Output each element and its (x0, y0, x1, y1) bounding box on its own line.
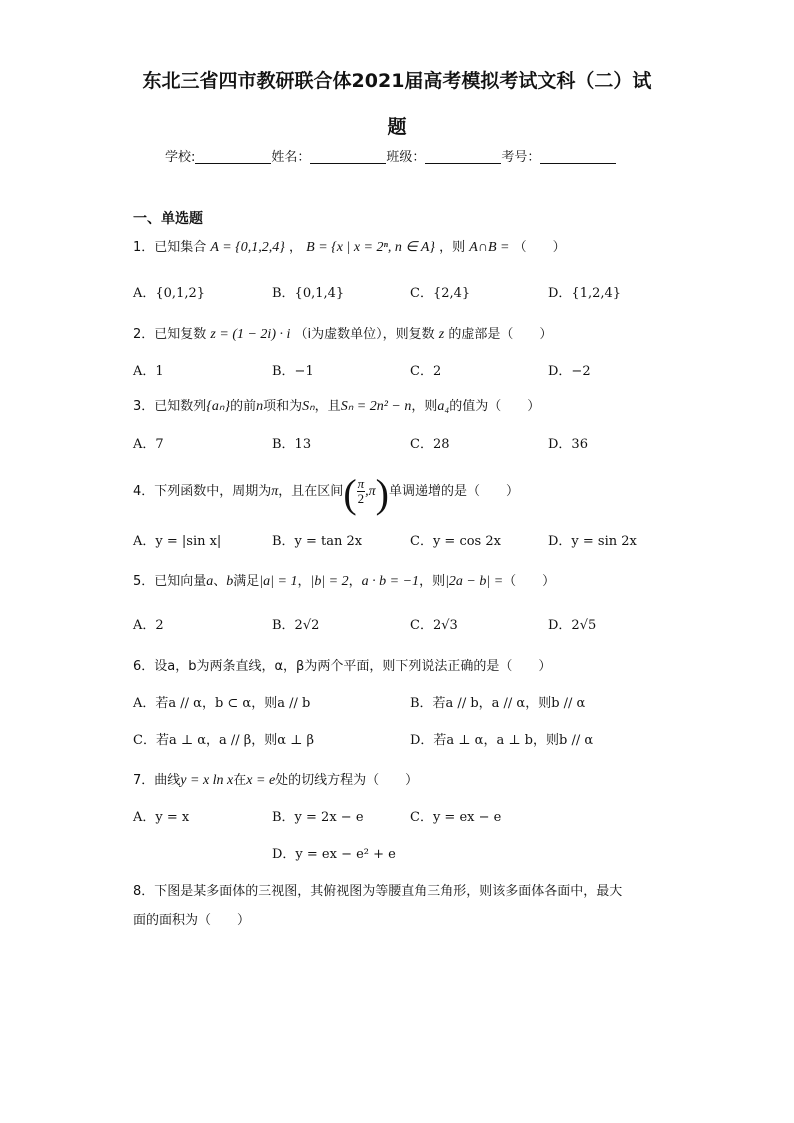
q4-option-d: D．y = sin 2x (548, 534, 637, 549)
q3-option-a: A．7 (133, 437, 164, 452)
q1-ask-expr: A∩B = (469, 240, 510, 255)
q7-point: x = e (246, 773, 276, 788)
q5-option-a: A．2 (133, 618, 164, 633)
question-6 (133, 655, 551, 674)
exam-title: 东北三省四市教研联合体2021届高考模拟考试文科（二）试 (142, 70, 652, 92)
student-info-line (165, 146, 616, 165)
q1-option-a: A．{0,1,2} (133, 286, 206, 301)
q3-stem-c: 项和为 (263, 399, 303, 414)
q7-option-b: B．y = 2x − e (272, 810, 364, 825)
q5-stem-b: 满足 (233, 574, 260, 589)
q1-set-a: A = {0,1,2,4} (210, 240, 285, 255)
q3-stem-e: ，则 (411, 399, 438, 414)
q3-option-d: D．36 (548, 437, 588, 452)
q1-set-b: B = {x | x = 2ⁿ, n ∈ A} (306, 240, 435, 255)
q7-stem-b: 在 (233, 773, 247, 788)
q6-option-b: B．若a // b，a // α，则b // α (410, 696, 586, 711)
name-blank (310, 149, 386, 164)
q5-option-b: B．2√2 (272, 618, 320, 633)
q4-fraction (357, 477, 366, 506)
q3-sn: Sₙ (302, 399, 315, 414)
q4-frac-num: π (357, 476, 365, 491)
q3-stem-b: 的前 (230, 399, 257, 414)
q2-stem-prefix: 2．已知复数 (133, 327, 207, 342)
class-blank (425, 149, 501, 164)
q4-stem-b: ，且在区间 (278, 484, 344, 499)
q5-cond2: |b| = 2 (310, 574, 349, 589)
q5-vec-b: b (226, 574, 234, 589)
q2-var: z (438, 327, 445, 342)
school-blank (195, 149, 271, 164)
q5-paren: （ ） (503, 574, 556, 589)
q3-stem-a: 3．已知数列 (133, 399, 207, 414)
q5-cond1: |a| = 1 (259, 574, 298, 589)
q5-sep: 、 (213, 574, 227, 589)
q7-curve: y = x ln x (180, 773, 234, 788)
question-4: 4．下列函数中，周期为π，且在区间( $\frac{\pi}{2}$ ,π)单调递增的是（ ） (133, 471, 520, 516)
name-label: 姓名： (271, 150, 311, 165)
q4-option-a: A．y = |sin x| (133, 534, 222, 549)
q4-stem-c: 单调递增的是（ ） (389, 484, 520, 499)
q5-option-d: D．2√5 (548, 618, 597, 633)
q7-option-a: A．y = x (133, 810, 190, 825)
q3-a4: a₄ (437, 399, 450, 414)
q1-option-c: C．{2,4} (410, 286, 471, 301)
q6-option-d: D．若a ⊥ α，a ⊥ b，则b // α (410, 733, 594, 748)
q2-stem-end: 的虚部是（ ） (448, 327, 553, 342)
question-8 (133, 880, 622, 899)
q7-stem-c: 处的切线方程为（ ） (275, 773, 419, 788)
q5-stem-a: 5．已知向量 (133, 574, 207, 589)
q1-paren: （ ） (513, 240, 566, 255)
q3-option-b: B．13 (272, 437, 312, 452)
q2-option-c: C．2 (410, 364, 442, 379)
q3-seq: {aₙ} (206, 399, 231, 414)
q3-n: n (256, 399, 264, 414)
q5-cond3: a · b = −1 (361, 574, 420, 589)
q7-option-c: C．y = ex − e (410, 810, 502, 825)
q1-option-d: D．{1,2,4} (548, 286, 622, 301)
question-5: 5．已知向量a、b满足|a| = 1，|b| = 2，a · b = −1，则|2a − b| =（ ） (133, 574, 556, 589)
q3-option-c: C．28 (410, 437, 450, 452)
q4-stem-a: 4．下列函数中，周期为 (133, 484, 272, 499)
q4-frac-den: 2 (357, 491, 365, 506)
question-7 (133, 769, 418, 789)
q5-option-c: C．2√3 (410, 618, 458, 633)
q2-option-d: D．−2 (548, 364, 591, 379)
q2-option-b: B．−1 (272, 364, 314, 379)
q2-expr: z = (1 − 2i) · i (210, 327, 291, 342)
q7-stem-a: 7．曲线 (133, 773, 181, 788)
question-3 (133, 395, 540, 415)
q1-option-b: B．{0,1,4} (272, 286, 345, 301)
q8-line2: 面的面积为（ ） (133, 913, 251, 928)
q4-pi: π (271, 484, 279, 499)
id-label: 考号： (501, 150, 541, 165)
q1-stem-prefix: 1．已知集合 (133, 240, 207, 255)
section-heading: 一、单选题 (133, 211, 203, 227)
q4-interval-end: ,π (365, 484, 376, 499)
q5-ask: |2a − b| = (445, 574, 504, 589)
class-label: 班级： (386, 150, 426, 165)
q7-option-d: D．y = ex − e² + e (272, 847, 396, 862)
question-1: 1．已知集合 A = {0,1,2,4} ， B = {x | x = 2ⁿ, n ∈ A} ，则 A∩B = （ ） (133, 240, 566, 255)
q6-option-a: A．若a // α，b ⊂ α，则a // b (133, 696, 311, 711)
question-2 (133, 323, 552, 343)
q8-line1: 8．下图是某多面体的三视图，其俯视图为等腰直角三角形，则该多面体各面中，最大 (133, 884, 623, 899)
q4-option-c: C．y = cos 2x (410, 534, 501, 549)
exam-title-continued: 题 (387, 116, 407, 138)
q6-stem: 6．设a，b为两条直线，α，β为两个平面，则下列说法正确的是（ ） (133, 659, 552, 674)
q5-stem-c: ，则 (419, 574, 446, 589)
q2-stem-mid: （i为虚数单位），则复数 (294, 327, 435, 342)
q1-ask: ，则 (439, 240, 466, 255)
q5-vec-a: a (206, 574, 214, 589)
id-blank (540, 149, 616, 164)
school-label: 学校: (165, 150, 196, 165)
q6-option-c: C．若a ⊥ α，a // β，则α ⊥ β (133, 733, 315, 748)
q3-expr: Sₙ = 2n² − n (340, 399, 412, 414)
q3-stem-d: ，且 (314, 399, 341, 414)
question-8-continued (133, 909, 250, 928)
q2-option-a: A．1 (133, 364, 164, 379)
q3-stem-f: 的值为（ ） (449, 399, 541, 414)
q4-option-b: B．y = tan 2x (272, 534, 363, 549)
